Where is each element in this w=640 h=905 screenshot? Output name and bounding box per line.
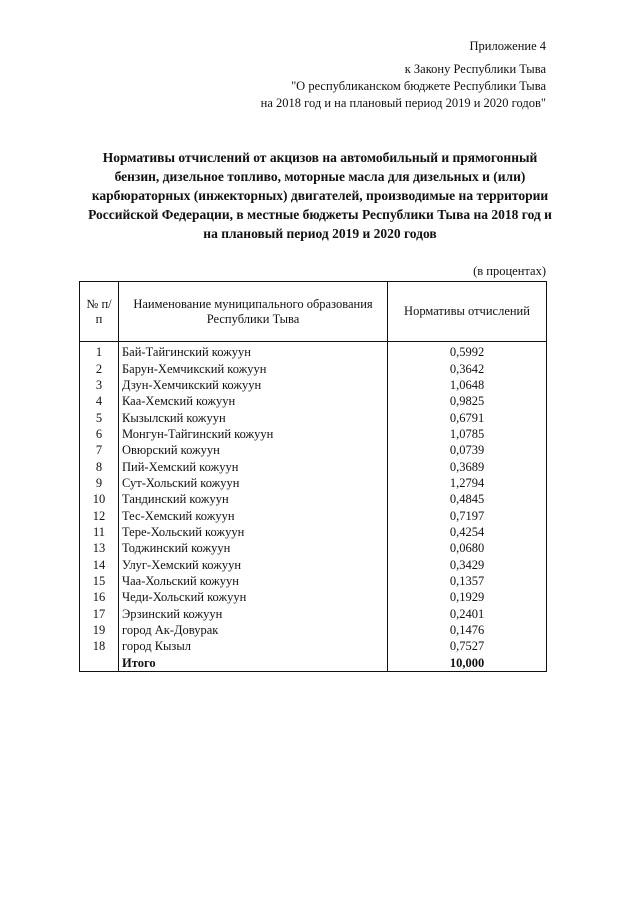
row-name: Тес-Хемский кожуун xyxy=(119,507,388,523)
row-num: 14 xyxy=(80,556,119,572)
table-row xyxy=(80,458,547,474)
row-name: Тандинский кожуун xyxy=(119,491,388,507)
units-note: (в процентах) xyxy=(473,264,546,278)
header-num: № п/п xyxy=(80,282,119,342)
row-value: 0,7197 xyxy=(388,507,547,523)
row-value: 0,1929 xyxy=(388,589,547,605)
table-row xyxy=(80,393,547,409)
row-name: Барун-Хемчикский кожуун xyxy=(119,360,388,376)
row-num: 6 xyxy=(80,426,119,442)
table-row xyxy=(80,622,547,638)
table-row xyxy=(80,409,547,425)
document-title: Нормативы отчислений от акцизов на автомобильный и прямогонный бензин, дизельное топливо, моторные масла для дизельных и (или) карбюраторных (инжекторных) двигателей, производимые на территории Российской Федерации, в местные бюджеты Республики Тыва на 2018 год и на плановый период 2019 и 2020 годов xyxy=(88,150,552,241)
total-value: 10,000 xyxy=(388,655,547,672)
row-name: Овюрский кожуун xyxy=(119,442,388,458)
row-value: 0,0680 xyxy=(388,540,547,556)
row-num: 1 xyxy=(80,342,119,361)
table-body xyxy=(80,342,547,672)
appendix-line-2: "О республиканском бюджете Республики Тыва xyxy=(291,79,546,93)
row-name: Кызылский кожуун xyxy=(119,409,388,425)
row-num: 16 xyxy=(80,589,119,605)
table-row xyxy=(80,491,547,507)
row-name: город Кызыл xyxy=(119,638,388,654)
row-num: 15 xyxy=(80,573,119,589)
table-row xyxy=(80,342,547,361)
table-row xyxy=(80,426,547,442)
row-name: Монгун-Тайгинский кожуун xyxy=(119,426,388,442)
appendix-line-1: к Закону Республики Тыва xyxy=(404,62,546,76)
row-value: 0,2401 xyxy=(388,606,547,622)
row-value: 0,5992 xyxy=(388,342,547,361)
row-value: 0,3642 xyxy=(388,360,547,376)
table-row xyxy=(80,442,547,458)
header-name: Наименование муниципального образования Республики Тыва xyxy=(119,282,388,342)
table-row xyxy=(80,573,547,589)
row-name: Бай-Тайгинский кожуун xyxy=(119,342,388,361)
row-value: 1,0785 xyxy=(388,426,547,442)
row-name: город Ак-Довурак xyxy=(119,622,388,638)
row-value: 1,0648 xyxy=(388,377,547,393)
table-row xyxy=(80,606,547,622)
appendix-block xyxy=(146,38,546,112)
appendix-title: Приложение 4 xyxy=(469,39,546,53)
row-num: 9 xyxy=(80,475,119,491)
row-value: 0,1357 xyxy=(388,573,547,589)
row-name: Тере-Хольский кожуун xyxy=(119,524,388,540)
row-value: 1,2794 xyxy=(388,475,547,491)
row-num: 19 xyxy=(80,622,119,638)
appendix-line-3: на 2018 год и на плановый период 2019 и 2020 годов" xyxy=(260,96,546,110)
row-name: Улуг-Хемский кожуун xyxy=(119,556,388,572)
row-name: Сут-Хольский кожуун xyxy=(119,475,388,491)
row-num: 3 xyxy=(80,377,119,393)
table-row xyxy=(80,524,547,540)
row-num: 7 xyxy=(80,442,119,458)
row-num: 12 xyxy=(80,507,119,523)
row-num: 5 xyxy=(80,409,119,425)
row-name: Тоджинский кожуун xyxy=(119,540,388,556)
row-value: 0,7527 xyxy=(388,638,547,654)
row-name: Дзун-Хемчикский кожуун xyxy=(119,377,388,393)
row-value: 0,4254 xyxy=(388,524,547,540)
total-label: Итого xyxy=(119,655,388,672)
row-value: 0,4845 xyxy=(388,491,547,507)
table-row xyxy=(80,475,547,491)
table-total-row xyxy=(80,655,547,672)
row-value: 0,9825 xyxy=(388,393,547,409)
table-row xyxy=(80,589,547,605)
row-value: 0,3429 xyxy=(388,556,547,572)
total-num-cell xyxy=(80,655,119,672)
table-row xyxy=(80,540,547,556)
table-row xyxy=(80,360,547,376)
table-row xyxy=(80,556,547,572)
header-value: Нормативы отчислений xyxy=(388,282,547,342)
row-value: 0,1476 xyxy=(388,622,547,638)
row-value: 0,6791 xyxy=(388,409,547,425)
row-value: 0,3689 xyxy=(388,458,547,474)
row-num: 11 xyxy=(80,524,119,540)
row-num: 2 xyxy=(80,360,119,376)
row-num: 10 xyxy=(80,491,119,507)
row-name: Эрзинский кожуун xyxy=(119,606,388,622)
row-name: Пий-Хемский кожуун xyxy=(119,458,388,474)
table-row xyxy=(80,638,547,654)
row-name: Чаа-Хольский кожуун xyxy=(119,573,388,589)
row-num: 17 xyxy=(80,606,119,622)
row-num: 8 xyxy=(80,458,119,474)
row-value: 0,0739 xyxy=(388,442,547,458)
table-row xyxy=(80,507,547,523)
row-name: Чеди-Хольский кожуун xyxy=(119,589,388,605)
row-name: Каа-Хемский кожуун xyxy=(119,393,388,409)
row-num: 4 xyxy=(80,393,119,409)
norms-table xyxy=(79,281,547,672)
table-header-row xyxy=(80,282,547,342)
table-row xyxy=(80,377,547,393)
row-num: 18 xyxy=(80,638,119,654)
row-num: 13 xyxy=(80,540,119,556)
